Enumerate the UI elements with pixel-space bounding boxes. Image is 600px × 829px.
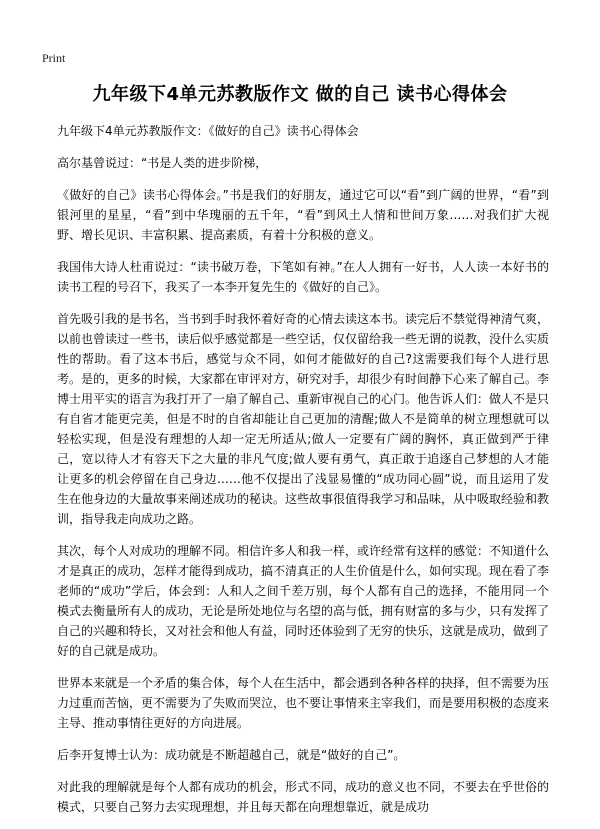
document-title: 九年级下4单元苏教版作文 做的自己 读书心得体会 <box>92 84 508 105</box>
print-link[interactable]: Print <box>42 51 66 65</box>
article-body <box>57 121 549 829</box>
paragraph-world-contradiction: 世界本来就是一个矛盾的集合体，每个人在生活中，都会遇到各种各样的抉择，但不需要为压力过重而苦恼，更不需要为了失败而哭泣，也不要让事情来主宰我们，而是要用积极的态度来主导、推动事情往更好的方向进展。 <box>57 676 550 730</box>
paragraph-kaifu-view: 后李开复博士认为：成功就是不断超越自己，就是“做好的自己”。 <box>57 748 406 762</box>
paragraph-books-friend: 《做好的自己》读书心得体会。”书是我们的好朋友，通过它可以“看”到广阔的世界，“看”到银河里的星星，“看”到中华瑰丽的五千年，“看”到风土人情和世间万象……对我们扩大视野、增长见识、丰富积累、提高素质，有着十分积极的意义。 <box>57 188 549 242</box>
paragraph-dufu-quote: 我国伟大诗人杜甫说过：“读书破万卷，下笔如有神。”在人人拥有一好书，人人读一本好书的读书工程的号召下，我买了一本李开复先生的《做好的自己》。 <box>57 260 549 294</box>
paragraph-success-understanding: 其次，每个人对成功的理解不同。相信许多人和我一样，或许经常有这样的感觉：不知道什么才是真正的成功，怎样才能得到成功，搞不清真正的人生价值是什么，如何实现。现在看了李老师的“成功”学后，体会到：人和人之间千差万别，每个人都有自己的选择，不能用同一个模式去衡量所有人的成功，无论是所处地位与名望的高与低，拥有财富的多与少，只有发挥了自己的兴趣和特长，又对社会和他人有益，同时还体验到了无穷的快乐，这就是成功，做到了好的自己就是成功。 <box>57 544 550 658</box>
paragraph-quote-gorky: 高尔基曾说过：“书是人类的进步阶梯， <box>57 156 268 170</box>
paragraph-my-understanding: 对此我的理解就是每个人都有成功的机会，形式不同，成功的意义也不同，不要去在乎世俗的模式，只要自己努力去实现理想，并且每天都在向理想靠近，就是成功 <box>57 780 550 814</box>
paragraph-subtitle: 九年级下4单元苏教版作文：《做好的自己》读书心得体会 <box>57 124 359 138</box>
paragraph-first-impression: 首先吸引我的是书名，当书到手时我怀着好奇的心情去读这本书。读完后不禁觉得神清气爽，以前也曾读过一些书，读后似乎感觉都是一些空话，仅仅留给我一些无谓的说教，没什么实质性的帮助。看了这本书后，感觉与众不同，如何才能做好的自己?这需要我们每个人进行思考。是的，更多的时候，大家都在审评对方，研究对手，却很少有时间静下心来了解自己。李博士用平实的语言为我打开了一扇了解自己、重新审视自己的心门。他告诉人们：做人不是只有自省才能更完美，但是不时的自省却能让自己更加的清醒;做人不是简单的树立理想就可以轻松实现，但是没有理想的人却一定无所适从;做人一定要有广阔的胸怀，真正做到严于律己，宽以待人才有容天下之大量的非凡气度;做人要有勇气，真正敢于追逐自己梦想的人才能让更多的机会停留在自己身边……他不仅提出了浅显易懂的“成功同心圆”说，而且运用了发生在他身边的大量故事来阐述成功的秘诀。这些故事很值得我学习和品味，从中吸取经验和教训，指导我走向成功之路。 <box>57 312 550 526</box>
